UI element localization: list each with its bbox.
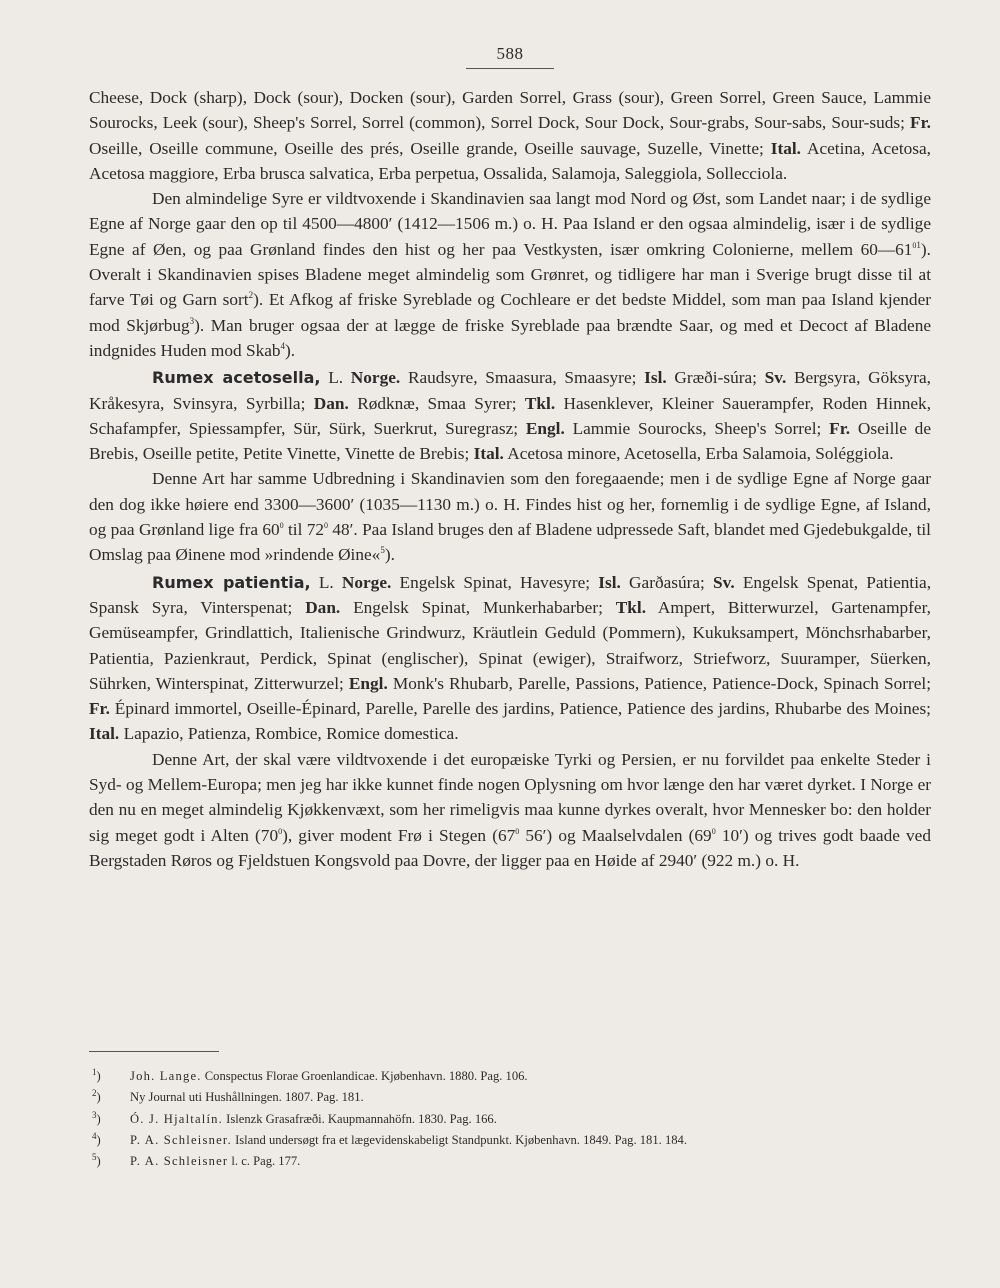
species-author: L. <box>328 368 344 388</box>
footnote-citation: Islenzk Grasafræði. Kaupmannahöfn. 1830. Pag. 166. <box>226 1111 497 1126</box>
language-label-ital: Ital. <box>770 138 801 158</box>
language-label-engl: Engl. <box>525 418 565 438</box>
text-run: til 72 <box>283 520 324 540</box>
paragraph-cultivation-patientia <box>89 747 931 873</box>
paragraph-synonyms-continued <box>89 85 931 186</box>
paragraph-rumex-acetosella <box>89 365 931 466</box>
footnote-number: 2 <box>92 1088 97 1099</box>
footnote-item <box>92 1066 942 1087</box>
degree-mark: 0 <box>324 521 328 531</box>
footnote-ref-5: 5 <box>380 545 385 556</box>
page-number: 588 <box>496 44 524 63</box>
text-run: ). Et Afkog af friske Syreblade og Cochleare er det bedste Middel, som man paa Island kjender mod Skjørbug <box>89 290 931 335</box>
footnote-author: Ó. J. Hjaltalín. <box>130 1111 224 1126</box>
synonym-list-isl: Græði-súra; <box>674 368 757 388</box>
language-label-ital: Ital. <box>473 444 504 464</box>
footnote-ref-3: 3 <box>189 315 195 326</box>
text-run: ). Man bruger ogsaa der at lægge de friske Syreblade paa brændte Saar, og med et Decoct af Bladene indgnides Huden mod Skab <box>89 315 932 360</box>
synonym-list-engl: Lammie Sourocks, Sheep's Sorrel; <box>572 418 822 438</box>
footnote-author: Joh. Lange. <box>130 1069 202 1083</box>
synonym-list-ital: Lapazio, Patienza, Rombice, Romice domestica. <box>123 724 459 744</box>
synonym-list-dan: Engelsk Spinat, Munkerhabarber; <box>353 597 603 617</box>
text-run: ). <box>285 340 296 360</box>
synonym-list-fr: Oseille, Oseille commune, Oseille des prés, Oseille grande, Oseille sauvage, Suzelle, Vinette; <box>89 138 764 158</box>
footnote-number: 1 <box>92 1066 97 1077</box>
synonym-list-tkl: Ampert, Bitterwurzel, Gartenampfer, Gemüseampfer, Grindlattich, Italienische Grindwurz, Kräutlein Geduld (Pommern), Kukuksampert, Mönchsrhabarber, Patientia, Pazienkraut, Perdick, Spinat (englischer), Spinat (ewiger), Straifworz, Striefworz, Suuramper, Süerken, Sührken, Winterspinat, Zitterwurzel; <box>89 597 931 693</box>
language-label-dan: Dan. <box>313 393 349 413</box>
text-run: 48′. Paa Island bruges den af Bladene udpressede Saft, blandet med Gjedebukgalde, til Omslag paa Øinene mod »rindende Øine« <box>89 520 931 565</box>
footnote-author: P. A. Schleisner <box>130 1154 229 1169</box>
synonym-list-english: Cheese, Dock (sharp), Dock (sour), Docken (sour), Garden Sorrel, Grass (sour), Green Sorrel, Green Sauce, Lammie Sourocks, Leek (sour), Sheep's Sorrel, Sorrel (common), Sorrel Dock, Sour Dock, Sour-grabs, Sour-sabs, Sour-suds; <box>89 88 931 133</box>
synonym-list-dan: Rødknæ, Smaa Syrer; <box>357 393 517 413</box>
footnote-citation: Conspectus Florae Groenlandicae. Kjøbenhavn. 1880. Pag. 106. <box>204 1069 528 1083</box>
footnote-separator <box>89 1051 219 1052</box>
footnote-text <box>130 1130 942 1151</box>
synonym-list-norge: Raudsyre, Smaasura, Smaasyre; <box>407 368 637 388</box>
footnote-text <box>130 1151 942 1172</box>
footnote-number: 3 <box>92 1109 97 1120</box>
footnote-marker: $^3$) <box>92 1109 101 1126</box>
language-label-fr: Fr. <box>829 418 851 438</box>
language-label-fr: Fr. <box>89 699 110 719</box>
degree-mark: 0 <box>912 241 917 251</box>
footnote-citation: Ny Journal uti Hushållningen. 1807. Pag. 181. <box>130 1090 364 1105</box>
footnotes <box>92 1066 942 1172</box>
footnote-marker: $^4$) <box>92 1130 101 1147</box>
footnote-item <box>92 1109 942 1130</box>
degree-mark: 0 <box>711 826 716 836</box>
degree-mark: 0 <box>278 826 283 836</box>
synonym-list-isl: Garðasúra; <box>629 572 705 592</box>
text-run: Den almindelige Syre er vildtvoxende i Skandinavien saa langt mod Nord og Øst, som Landet naar; i de sydlige Egne af Norge gaar den op til 4500—4800′ (1412—1506 m.) o. H. Paa Island er den ogsaa almindelig, især i de sydlige Egne af Øen, og paa Grønland findes den hist og her paa Vestkysten, især omkring Colonierne, mellem 60—61 <box>89 189 931 259</box>
paragraph-distribution-acetosa <box>89 186 931 363</box>
language-label-isl: Isl. <box>644 368 667 388</box>
footnote-marker: $^5$) <box>92 1152 101 1169</box>
synonym-list-sv: Bergsyra, Göksyra, Kråkesyra, Svinsyra, Syrbilla; <box>89 368 931 413</box>
footnote-ref-4: 4 <box>280 341 286 352</box>
footnote-number: 5 <box>92 1152 97 1162</box>
synonym-list-norge: Engelsk Spinat, Havesyre; <box>399 572 591 592</box>
species-author: L. <box>318 572 334 592</box>
footnote-text <box>130 1066 942 1087</box>
synonym-list-ital: Acetina, Acetosa, Acetosa maggiore, Erba brusca salvatica, Erba perpetua, Ossalida, Salamoja, Saleggiola, Sollecciola. <box>89 138 931 183</box>
language-label-sv: Sv. <box>713 572 735 592</box>
paragraph-distribution-acetosella <box>89 466 931 567</box>
footnote-item <box>92 1087 942 1108</box>
species-heading-acetosella: Rumex acetosella, <box>152 368 321 388</box>
footnote-marker: $^1$) <box>92 1066 101 1083</box>
language-label-norge: Norge. <box>350 368 401 388</box>
language-label-engl: Engl. <box>348 673 388 693</box>
language-label-sv: Sv. <box>764 368 787 388</box>
text-run: ), giver modent Frø i Stegen (67 <box>282 825 516 845</box>
degree-mark: 0 <box>515 826 520 836</box>
footnote-item <box>92 1151 942 1172</box>
page-number-rule <box>466 68 554 69</box>
footnote-item <box>92 1130 942 1151</box>
language-label-dan: Dan. <box>305 597 341 617</box>
language-label-tkl: Tkl. <box>524 393 556 413</box>
footnote-ref-2: 2 <box>248 290 254 301</box>
footnote-citation: Island undersøgt fra et lægevidenskabeligt Standpunkt. Kjøbenhavn. 1849. Pag. 181. 184. <box>235 1132 687 1147</box>
language-label-isl: Isl. <box>598 572 621 592</box>
text-run: 56′) og Maalselvdalen (69 <box>519 825 712 845</box>
footnote-text <box>130 1109 942 1130</box>
synonym-list-fr: Épinard immortel, Oseille-Épinard, Parelle, Parelle des jardins, Patience, Patience des jardins, Rhubarbe des Moines; <box>114 699 931 719</box>
text-run: ). Overalt i Skandinavien spises Bladene meget almindelig som Grønret, og tidligere har man i Sverige brugt disse til at farve Tøi og Garn sort <box>89 239 931 310</box>
language-label-fr: Fr. <box>910 113 931 133</box>
footnote-author: P. A. Schleisner. <box>130 1132 232 1147</box>
synonym-list-fr: Oseille de Brebis, Oseille petite, Petite Vinette, Vinette de Brebis; <box>89 418 931 464</box>
text-run: Denne Art har samme Udbredning i Skandinavien som den foregaaende; men i de sydlige Egne af Norge gaar den dog ikke høiere end 3300—3600′ (1035—1130 m.) o. H. Findes hist og her, fornemlig i de sydlige Egne, af Island, og paa Grønland lige fra 60 <box>89 469 931 540</box>
language-label-norge: Norge. <box>341 572 392 592</box>
body-text <box>89 85 931 873</box>
text-run: ). <box>384 545 395 565</box>
footnote-ref-1: 1 <box>916 240 921 251</box>
synonym-list-sv: Engelsk Spenat, Patientia, Spansk Syra, Vinterspenat; <box>89 572 932 617</box>
text-run: 10′) og trives godt baade ved Bergstaden Røros og Fjeldstuen Kongsvold paa Dovre, der ligger paa en Høide af 2940′ (922 m.) o. H. <box>89 825 931 870</box>
paragraph-rumex-patientia <box>89 570 931 747</box>
footnote-marker: $^2$) <box>92 1088 101 1105</box>
footnote-number: 4 <box>92 1130 97 1141</box>
degree-mark: 0 <box>279 521 284 531</box>
synonym-list-tkl: Hasenklever, Kleiner Sauerampfer, Roden Hinnek, Schafampfer, Spiessampfer, Sür, Sürk, Suerkrut, Suregrasz; <box>89 393 932 438</box>
language-label-tkl: Tkl. <box>615 597 647 617</box>
language-label-ital: Ital. <box>89 724 120 744</box>
species-heading-patientia: Rumex patientia, <box>152 572 311 592</box>
synonym-list-ital: Acetosa minore, Acetosella, Erba Salamoia, Soléggiola. <box>507 444 894 464</box>
footnote-citation: l. c. Pag. 177. <box>231 1154 301 1169</box>
text-run: Denne Art, der skal være vildtvoxende i det europæiske Tyrki og Persien, er nu forvildet paa enkelte Steder i Syd- og Mellem-Europa; men jeg har ikke kunnet finde nogen Oplysning om hvor længe den har været dyrket. I Norge er den nu en meget almindelig Kjøkkenvæxt, som her rimeligvis maa kunne dyrkes overalt, hvor Mennesker bo: den holder sig meget godt i Alten (70 <box>89 749 931 845</box>
synonym-list-engl: Monk's Rhubarb, Parelle, Passions, Patience, Patience-Dock, Spinach Sorrel; <box>392 673 931 693</box>
footnote-text <box>130 1087 942 1108</box>
